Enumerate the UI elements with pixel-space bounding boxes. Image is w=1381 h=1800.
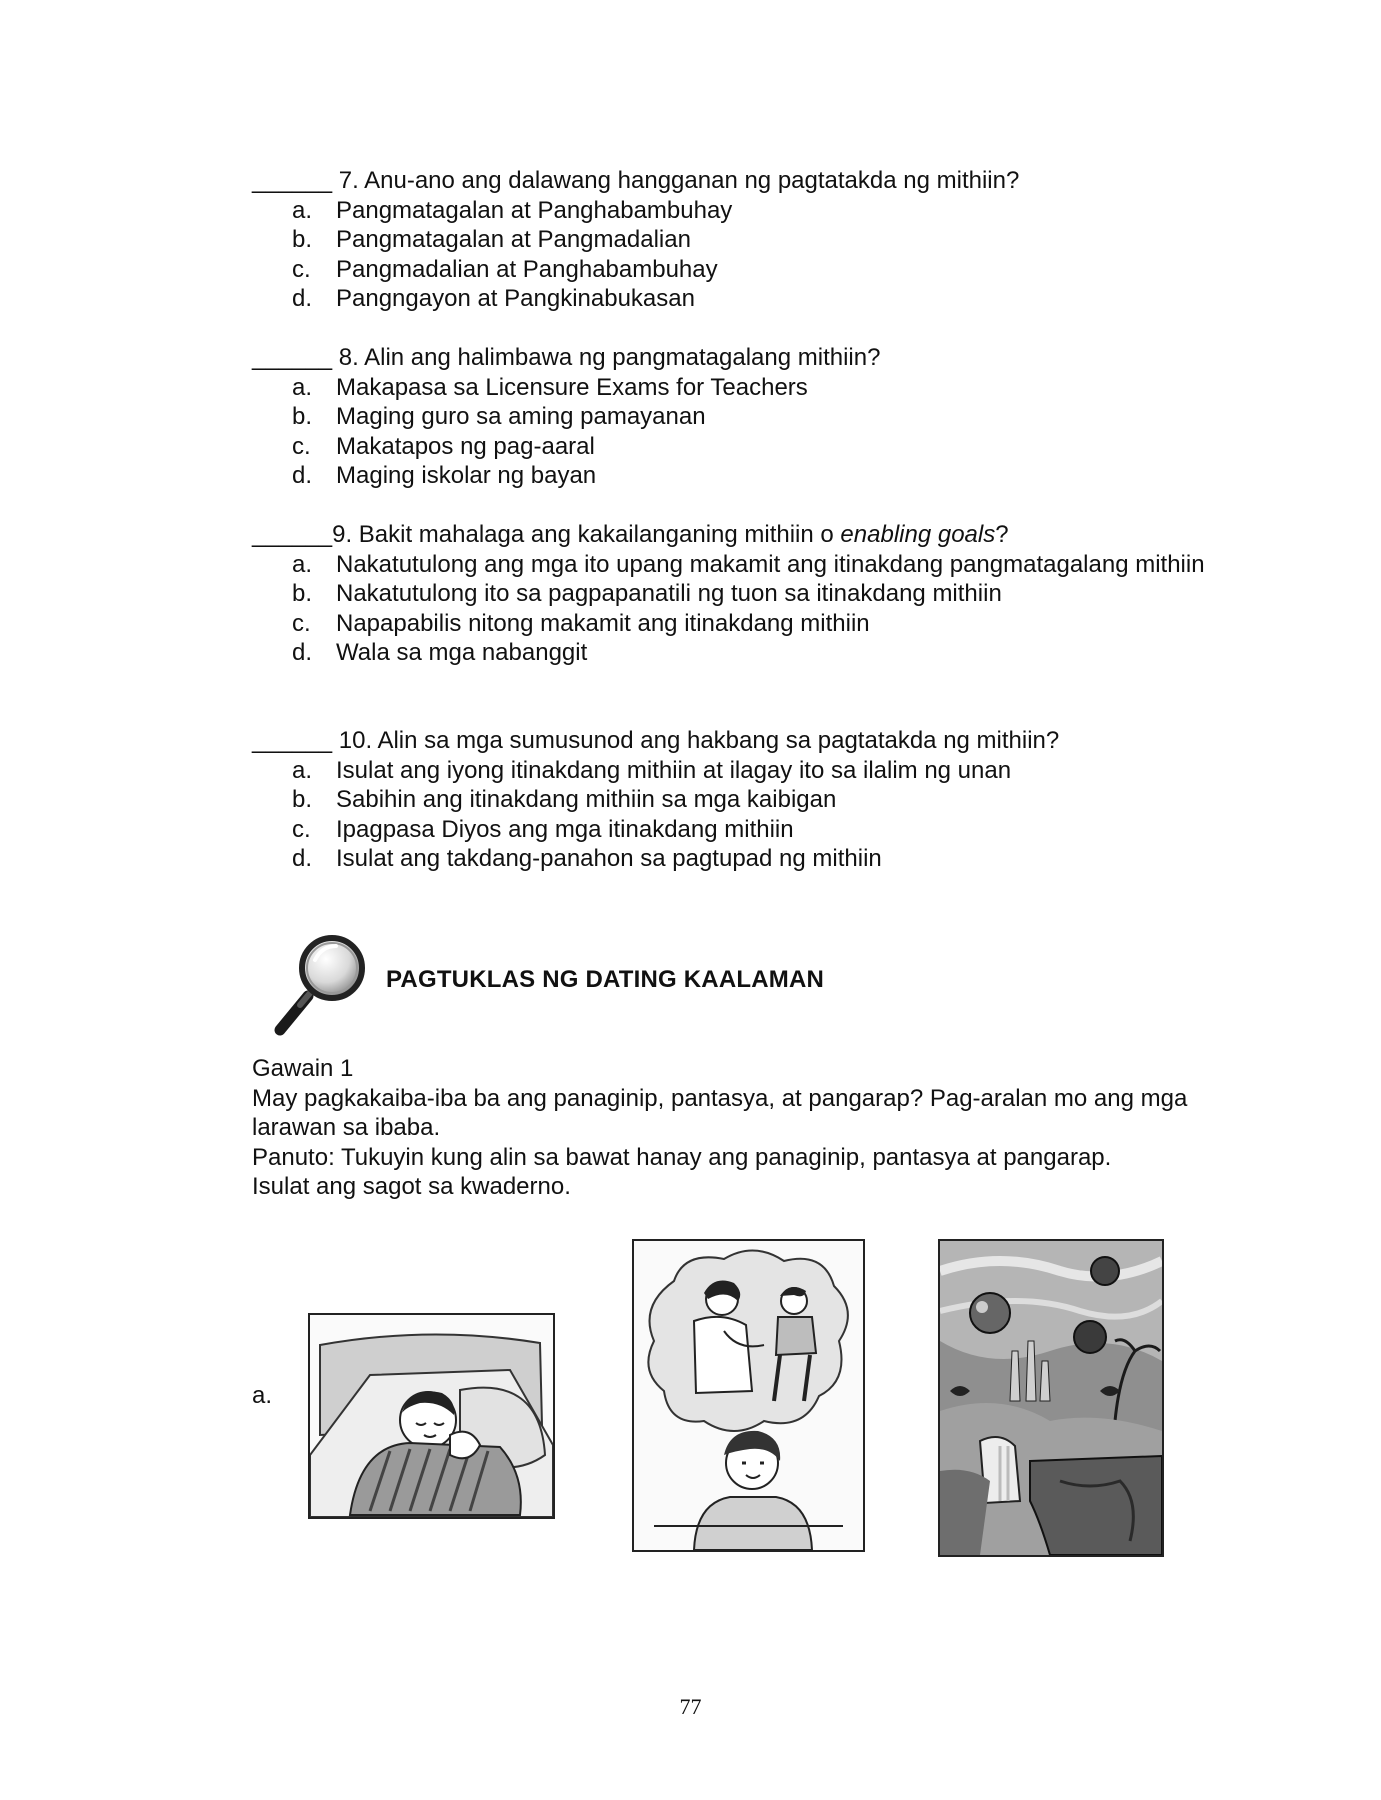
option-b (252, 785, 1212, 815)
option-text: Pangmatagalan at Pangmadalian (336, 226, 691, 253)
page-number: 77 (679, 1694, 702, 1719)
option-c (252, 255, 1212, 285)
option-b (252, 225, 1212, 255)
girl-dreaming-doctor-image (632, 1239, 865, 1552)
question-10 (252, 726, 1212, 874)
option-d (252, 638, 1212, 668)
option-text: Nakatutulong ito sa pagpapanatili ng tuon sa itinakdang mithiin (336, 580, 1002, 607)
option-letter: b. (292, 786, 313, 813)
question-7 (252, 166, 1212, 314)
option-d (252, 284, 1212, 314)
fantasy-landscape-image (938, 1239, 1164, 1557)
option-letter: b. (292, 580, 313, 607)
option-a (252, 550, 1212, 580)
answer-blank: ______ (252, 167, 333, 194)
option-a (252, 196, 1212, 226)
option-letter: a. (292, 373, 313, 401)
option-text: Ipagpasa Diyos ang mga itinakdang mithiin (336, 815, 794, 843)
option-letter: c. (292, 609, 311, 637)
question-stem (252, 726, 1212, 756)
question-9 (252, 520, 1212, 668)
option-c (252, 815, 1212, 845)
option-letter: a. (292, 550, 313, 578)
question-text: 7. Anu-ano ang dalawang hangganan ng pagtatakda ng mithiin? (332, 167, 1020, 194)
option-letter: d. (292, 639, 313, 666)
option-text: Pangmatagalan at Panghabambuhay (336, 196, 733, 224)
option-letter: a. (292, 196, 313, 224)
activity-intro: May pagkakaiba-iba ba ang panaginip, pantasya, at pangarap? Pag-aralan mo ang mga larawan sa ibaba. (252, 1084, 1188, 1141)
option-letter: d. (292, 845, 313, 872)
option-text: Isulat ang iyong itinakdang mithiin at ilagay ito sa ilalim ng unan (336, 756, 1012, 784)
option-letter: a. (292, 756, 313, 784)
answer-blank: ______ (252, 344, 333, 371)
option-text: Makatapos ng pag-aaral (336, 432, 595, 460)
question-text: 8. Alin ang halimbawa ng pangmatagalang mithiin? (332, 344, 881, 371)
option-d (252, 461, 1212, 491)
activity-instructions: Panuto: Tukuyin kung alin sa bawat hanay ang panaginip, pantasya at pangarap. (252, 1143, 1112, 1171)
option-text: Sabihin ang itinakdang mithiin sa mga kaibigan (336, 786, 837, 813)
activity-instructions-2: Isulat ang sagot sa kwaderno. (252, 1173, 571, 1200)
question-text: 10. Alin sa mga sumusunod ang hakbang sa pagtatakda ng mithiin? (332, 727, 1060, 754)
answer-blank: ______ (252, 727, 333, 754)
question-stem (252, 343, 1212, 373)
option-text: Makapasa sa Licensure Exams for Teachers (336, 373, 808, 401)
sleeping-child-image (308, 1313, 555, 1519)
option-letter: c. (292, 255, 311, 283)
activity-title: Gawain 1 (252, 1055, 354, 1082)
option-letter: b. (292, 403, 313, 430)
question-stem (252, 520, 1212, 550)
question-8 (252, 343, 1212, 491)
option-letter: d. (292, 285, 313, 312)
option-text: Maging iskolar ng bayan (336, 462, 597, 489)
option-text: Isulat ang takdang-panahon sa pagtupad ng mithiin (336, 845, 882, 872)
option-c (252, 432, 1212, 462)
section-heading (270, 930, 1170, 1040)
option-text: Napapabilis nitong makamit ang itinakdang mithiin (336, 609, 870, 637)
question-text: 9. Bakit mahalaga ang kakailanganing mithiin o (332, 521, 841, 548)
option-b (252, 402, 1212, 432)
section-title: PAGTUKLAS NG DATING KAALAMAN (386, 966, 825, 993)
option-text: Nakatutulong ang mga ito upang makamit ang itinakdang pangmatagalang mithiin (336, 550, 1205, 578)
option-letter: d. (292, 462, 313, 489)
question-italic-term: enabling goals (840, 521, 996, 548)
question-stem (252, 166, 1212, 196)
option-letter: b. (292, 226, 313, 253)
option-text: Wala sa mga nabanggit (336, 639, 588, 666)
option-a (252, 756, 1212, 786)
option-text: Maging guro sa aming pamayanan (336, 403, 706, 430)
option-text: Pangngayon at Pangkinabukasan (336, 285, 695, 312)
question-text-end: ? (995, 521, 1009, 548)
activity-block (252, 1054, 1232, 1202)
option-c (252, 609, 1212, 639)
option-letter: c. (292, 815, 311, 843)
picture-row-label: a. (252, 1382, 273, 1409)
option-d (252, 844, 1212, 874)
option-letter: c. (292, 432, 311, 460)
option-text: Pangmadalian at Panghabambuhay (336, 255, 718, 283)
option-a (252, 373, 1212, 403)
magnifying-glass-icon (270, 930, 380, 1040)
answer-blank: ______ (252, 521, 333, 548)
option-b (252, 579, 1212, 609)
